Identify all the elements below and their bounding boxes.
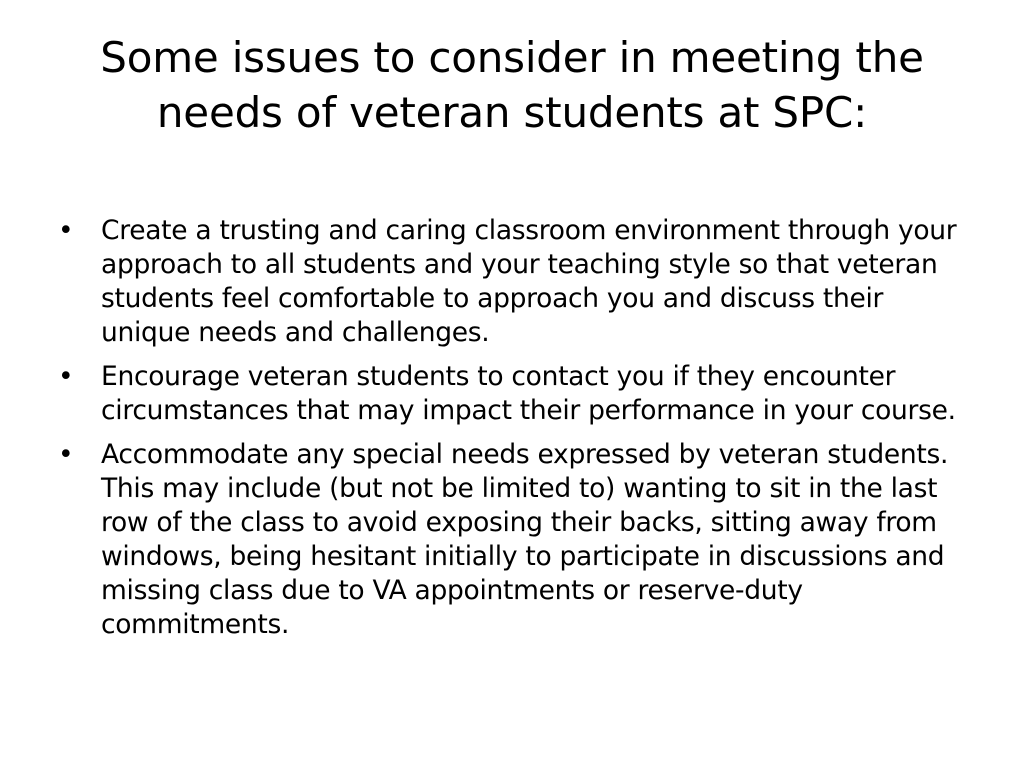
bullet-item [58,214,973,350]
bullet-item [58,438,973,642]
bullet-list [58,214,973,652]
slide-title: Some issues to consider in meeting the needs of veteran students at SPC: [100,33,924,137]
bullet-text: Encourage veteran students to contact you if they encounter circumstances that may impact their performance in your course. [101,361,956,426]
bullet-item [58,360,973,428]
bullet-text: Accommodate any special needs expressed by veteran students. This may include (but not be limited to) wanting to sit in the last row of the class to avoid exposing their backs, sitting away from windows, being hesitant initially to participate in discussions and missing class due to VA appointments or reserve-duty commitments. [101,439,949,640]
bullet-dot-icon: • [58,215,74,246]
bullet-dot-icon: • [58,439,74,470]
bullet-text: Create a trusting and caring classroom environment through your approach to all students and your teaching style so that veteran students feel comfortable to approach you and discuss their unique needs and challenges. [101,215,957,348]
bullet-dot-icon: • [58,361,74,392]
